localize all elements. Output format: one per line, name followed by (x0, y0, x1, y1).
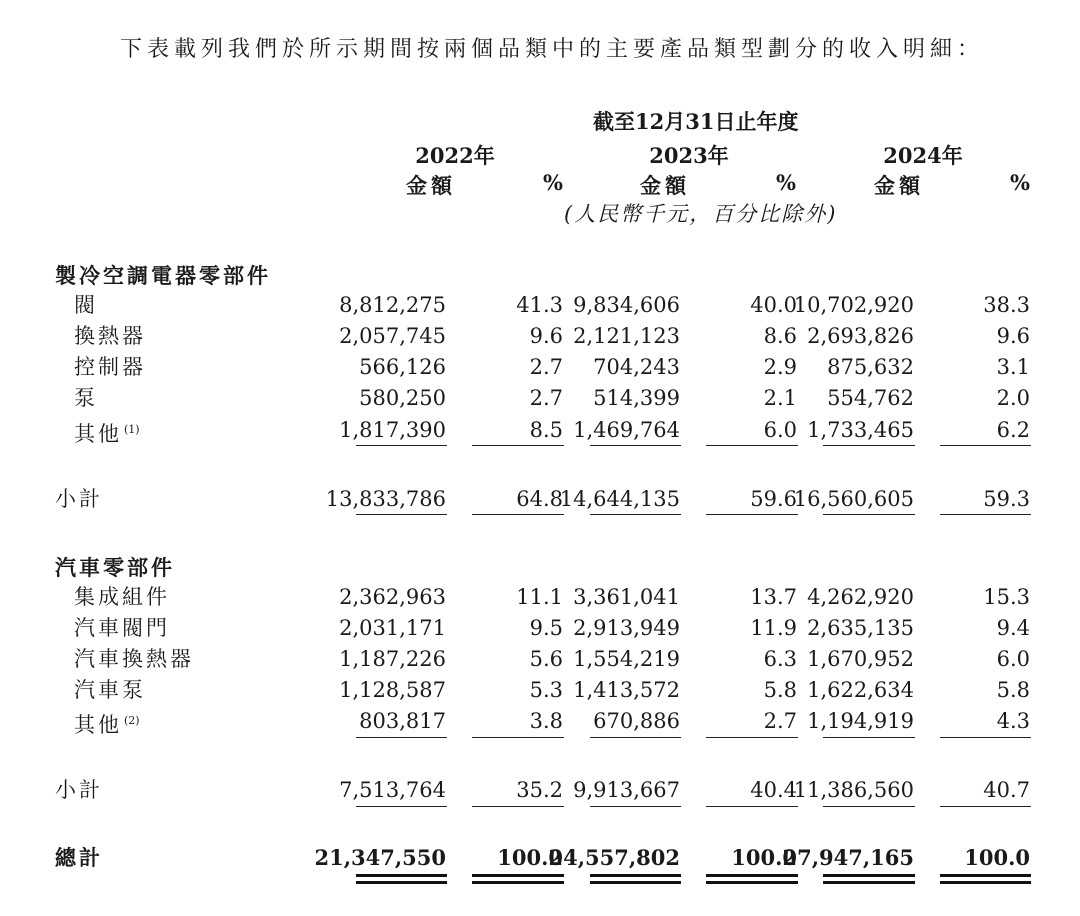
sec0-row0-value-3: 40.0 (750, 293, 797, 317)
sec0-row1-label (74, 321, 146, 351)
sec0-row3-label-text: 泵 (74, 386, 98, 410)
sec0-subtotal-value-5: 59.3 (983, 487, 1030, 511)
sec1-row2-label (74, 644, 194, 674)
sec0-row4-label-text: 其他 (74, 422, 122, 446)
sec0-row4-value-0: 1,817,390 (339, 418, 446, 442)
sec1-row0-value-0: 2,362,963 (339, 585, 446, 609)
sec0-subtotal-value-3: 59.6 (750, 487, 797, 511)
sec1-row2-value-5: 6.0 (996, 647, 1030, 671)
sec0-row2-value-5: 3.1 (996, 355, 1030, 379)
sec0-rows-rule-3 (706, 445, 798, 446)
sec0-subtotal-value-0: 13,833,786 (325, 487, 446, 511)
sec0-row2-label-text: 控制器 (74, 355, 146, 379)
sec1-row0-value-5: 15.3 (983, 585, 1030, 609)
sec1-row4-footnote: (2) (124, 714, 140, 727)
grand-total-value-4: 27,947,165 (782, 845, 914, 870)
sec0-row4-value-3: 6.0 (763, 418, 797, 442)
grand-total-value-0: 21,347,550 (314, 845, 446, 870)
sec0-subtotal-label-text: 小計 (55, 487, 103, 511)
sec1-subtotal-value-4: 11,386,560 (793, 778, 914, 802)
sec1-row2-value-0: 1,187,226 (339, 647, 446, 671)
sec0-row0-value-1: 41.3 (516, 293, 563, 317)
sec0-subtotal-value-1: 64.8 (516, 487, 563, 511)
period-header: 截至12月31日止年度 (593, 109, 799, 134)
sec0-row2-value-1: 2.7 (529, 355, 563, 379)
sec0-rows-rule-2 (590, 445, 681, 446)
sec0-subtotal-rule-5 (940, 514, 1031, 515)
sec0-row2-value-2: 704,243 (593, 355, 680, 379)
sec0-subtotal-rule-0 (356, 514, 447, 515)
sec0-subtotal-label (55, 484, 103, 514)
sec1-subtotal-rule-2 (590, 806, 681, 807)
year-2022: 2022年 (415, 143, 495, 168)
sec1-subtotal-value-1: 35.2 (516, 778, 563, 802)
sec0-subtotal-rule-4 (823, 514, 915, 515)
sec0-row0-value-2: 9,834,606 (573, 293, 680, 317)
grand-total-double-rule-2-b (590, 881, 681, 887)
year-2023: 2023年 (649, 143, 729, 168)
section-title-hvac: 製冷空調電器零部件 (55, 263, 271, 288)
sec0-row0-value-5: 38.3 (983, 293, 1030, 317)
grand-total-double-rule-2-a (590, 874, 681, 880)
grand-total-double-rule-3-a (706, 874, 798, 880)
sec1-row0-label-text: 集成組件 (74, 585, 170, 609)
sec0-subtotal-rule-3 (706, 514, 798, 515)
sec1-row1-value-1: 9.5 (529, 616, 563, 640)
sec1-rows-rule-0 (356, 737, 447, 738)
grand-total-value-1: 100.0 (497, 845, 563, 870)
sec1-row3-value-0: 1,128,587 (339, 678, 446, 702)
sec0-row1-label-text: 換熱器 (74, 324, 146, 348)
sec0-row1-value-4: 2,693,826 (807, 324, 914, 348)
grand-total-double-rule-1-a (472, 874, 564, 880)
sec1-row0-value-4: 4,262,920 (807, 585, 914, 609)
sec1-row4-label-text: 其他 (74, 713, 122, 737)
sec1-row4-value-4: 1,194,919 (807, 709, 914, 733)
sec0-row3-value-0: 580,250 (359, 386, 446, 410)
sec1-row1-label-text: 汽車閥門 (74, 616, 170, 640)
sec0-row4-label (74, 415, 140, 449)
sec1-row2-value-3: 6.3 (763, 647, 797, 671)
sec1-row0-value-1: 11.1 (516, 585, 563, 609)
sec1-subtotal-rule-3 (706, 806, 798, 807)
pct-header-2023: % (776, 170, 796, 195)
sec1-subtotal-value-2: 9,913,667 (573, 778, 680, 802)
grand-total-value-5: 100.0 (964, 845, 1030, 870)
grand-total-double-rule-1-b (472, 881, 564, 887)
sec1-row3-value-3: 5.8 (763, 678, 797, 702)
sec1-row1-value-3: 11.9 (750, 616, 797, 640)
sec0-rows-rule-4 (823, 445, 915, 446)
sec1-row2-value-1: 5.6 (529, 647, 563, 671)
sec1-row3-value-1: 5.3 (529, 678, 563, 702)
sec0-row1-value-5: 9.6 (996, 324, 1030, 348)
grand-total-double-rule-0-b (356, 881, 447, 887)
grand-total-double-rule-5-b (940, 881, 1031, 887)
sec1-subtotal-value-0: 7,513,764 (339, 778, 446, 802)
sec0-row3-value-1: 2.7 (529, 386, 563, 410)
sec1-rows-rule-2 (590, 737, 681, 738)
grand-total-double-rule-4-a (823, 874, 915, 880)
sec1-rows-rule-4 (823, 737, 915, 738)
sec0-row3-label (74, 383, 98, 413)
sec1-row4-value-5: 4.3 (996, 709, 1030, 733)
sec1-row2-label-text: 汽車換熱器 (74, 647, 194, 671)
sec0-subtotal-rule-1 (472, 514, 564, 515)
sec1-subtotal-rule-5 (940, 806, 1031, 807)
sec0-row0-label-text: 閥 (74, 293, 98, 317)
sec0-row3-value-4: 554,762 (827, 386, 914, 410)
sec0-rows-rule-0 (356, 445, 447, 446)
sec1-subtotal-value-5: 40.7 (983, 778, 1030, 802)
sec0-subtotal-value-2: 14,644,135 (559, 487, 680, 511)
sec1-row2-value-2: 1,554,219 (573, 647, 680, 671)
sec1-row4-value-2: 670,886 (593, 709, 680, 733)
grand-total-double-rule-5-a (940, 874, 1031, 880)
sec0-subtotal-rule-2 (590, 514, 681, 515)
sec0-row4-value-2: 1,469,764 (573, 418, 680, 442)
sec0-rows-rule-5 (940, 445, 1031, 446)
sec1-subtotal-rule-1 (472, 806, 564, 807)
sec1-row3-value-4: 1,622,634 (807, 678, 914, 702)
sec0-row2-value-4: 875,632 (827, 355, 914, 379)
sec1-subtotal-label (55, 775, 103, 805)
sec0-row4-value-4: 1,733,465 (807, 418, 914, 442)
sec0-row4-footnote: (1) (124, 423, 140, 436)
year-2024: 2024年 (883, 143, 963, 168)
grand-total-double-rule-3-b (706, 881, 798, 887)
sec0-row3-value-5: 2.0 (996, 386, 1030, 410)
sec0-row0-value-0: 8,812,275 (339, 293, 446, 317)
sec1-rows-rule-5 (940, 737, 1031, 738)
sec0-row0-value-4: 10,702,920 (793, 293, 914, 317)
sec0-row2-value-0: 566,126 (359, 355, 446, 379)
sec0-row3-value-3: 2.1 (763, 386, 797, 410)
grand-total-value-3: 100.0 (731, 845, 797, 870)
sec0-row2-label (74, 352, 146, 382)
sec1-subtotal-value-3: 40.4 (750, 778, 797, 802)
sec1-row4-value-3: 2.7 (763, 709, 797, 733)
sec1-row4-value-0: 803,817 (359, 709, 446, 733)
sec1-row3-value-5: 5.8 (996, 678, 1030, 702)
unit-note: (人民幣千元，百分比除外) (564, 202, 838, 226)
sec1-row3-label-text: 汽車泵 (74, 678, 146, 702)
pct-header-2022: % (543, 170, 563, 195)
sec1-row4-value-1: 3.8 (529, 709, 563, 733)
sec0-rows-rule-1 (472, 445, 564, 446)
sec1-row0-label (74, 582, 170, 612)
sec0-row1-value-3: 8.6 (763, 324, 797, 348)
sec1-row1-label (74, 613, 170, 643)
sec1-row1-value-4: 2,635,135 (807, 616, 914, 640)
sec0-row2-value-3: 2.9 (763, 355, 797, 379)
sec1-rows-rule-3 (706, 737, 798, 738)
amount-header-2022: 金額 (406, 173, 456, 198)
pct-header-2024: % (1010, 170, 1030, 195)
sec1-subtotal-label-text: 小計 (55, 778, 103, 802)
grand-total-label (55, 843, 103, 873)
amount-header-2024: 金額 (874, 173, 924, 198)
sec1-subtotal-rule-4 (823, 806, 915, 807)
sec0-row1-value-2: 2,121,123 (573, 324, 680, 348)
sec0-row0-label (74, 290, 98, 320)
sec1-row3-value-2: 1,413,572 (573, 678, 680, 702)
grand-total-double-rule-4-b (823, 881, 915, 887)
grand-total-value-2: 24,557,802 (548, 845, 680, 870)
section-title-auto: 汽車零部件 (55, 555, 175, 580)
sec1-row1-value-5: 9.4 (996, 616, 1030, 640)
amount-header-2023: 金額 (640, 173, 690, 198)
grand-total-double-rule-0-a (356, 874, 447, 880)
sec0-row4-value-5: 6.2 (996, 418, 1030, 442)
sec1-rows-rule-1 (472, 737, 564, 738)
sec1-subtotal-rule-0 (356, 806, 447, 807)
sec0-row3-value-2: 514,399 (593, 386, 680, 410)
sec1-row4-label (74, 706, 140, 740)
sec1-row2-value-4: 1,670,952 (807, 647, 914, 671)
intro-text: 下表載列我們於所示期間按兩個品類中的主要產品類型劃分的收入明細： (120, 37, 985, 62)
sec1-row0-value-3: 13.7 (750, 585, 797, 609)
sec1-row3-label (74, 675, 146, 705)
sec0-row1-value-0: 2,057,745 (339, 324, 446, 348)
sec0-row1-value-1: 9.6 (529, 324, 563, 348)
sec1-row1-value-2: 2,913,949 (573, 616, 680, 640)
sec1-row1-value-0: 2,031,171 (339, 616, 446, 640)
sec0-row4-value-1: 8.5 (529, 418, 563, 442)
sec0-subtotal-value-4: 16,560,605 (793, 487, 914, 511)
grand-total-label-text: 總計 (55, 845, 103, 870)
sec1-row0-value-2: 3,361,041 (573, 585, 680, 609)
